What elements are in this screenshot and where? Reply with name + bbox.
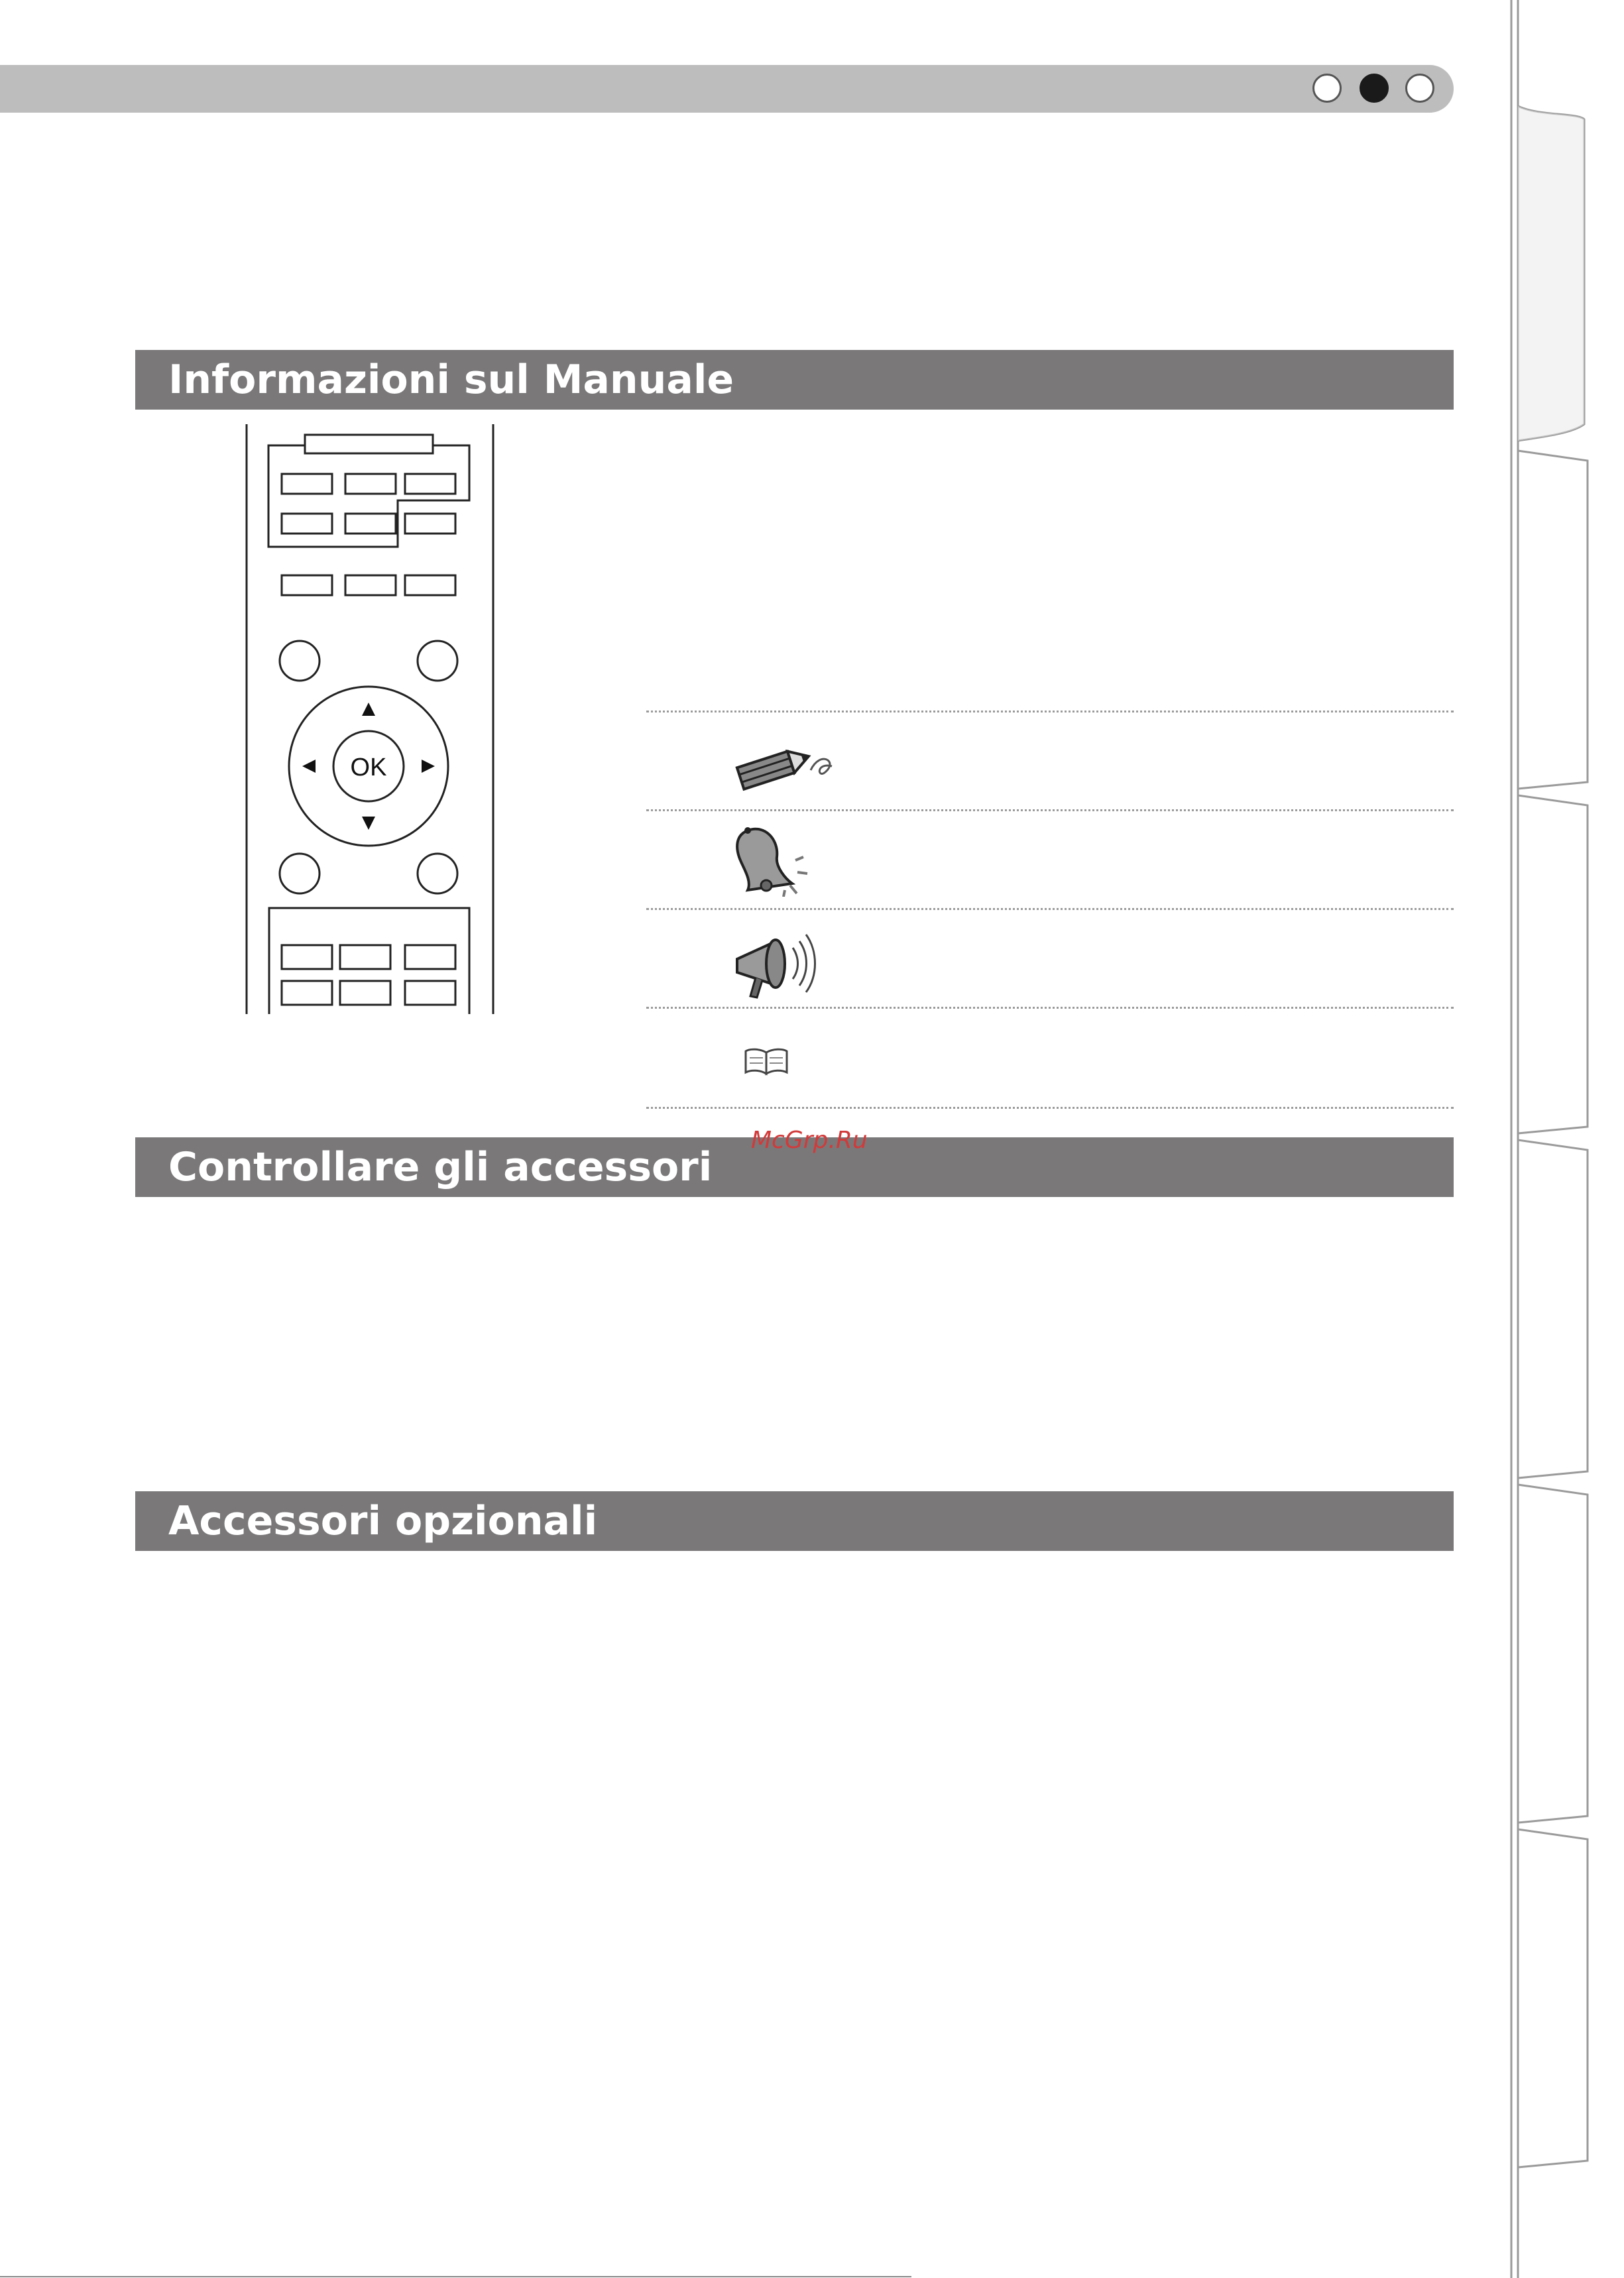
book-icon	[743, 1047, 789, 1076]
page-indicator-dot-1	[1312, 74, 1342, 103]
remote-top-button-group	[268, 445, 469, 547]
remote-button	[405, 981, 455, 1005]
remote-round-button	[418, 641, 457, 681]
legend-divider	[646, 1107, 1454, 1109]
remote-button	[405, 575, 455, 595]
chapter-tabs	[1498, 0, 1624, 2278]
down-arrow-icon	[362, 817, 375, 830]
remote-top-long-button	[305, 435, 433, 453]
legend-divider	[646, 1007, 1454, 1009]
bell-icon	[729, 821, 822, 897]
remote-round-button	[280, 854, 319, 893]
watermark: McGrp.Ru	[751, 1127, 868, 1154]
remote-button	[282, 474, 332, 494]
remote-button	[282, 514, 332, 534]
remote-button	[282, 981, 332, 1005]
remote-button	[340, 981, 390, 1005]
remote-control-illustration	[239, 424, 504, 1021]
remote-button	[282, 575, 332, 595]
header-bar	[0, 65, 1454, 113]
remote-bottom-button-group	[269, 908, 469, 1014]
remote-button	[345, 514, 396, 534]
left-arrow-icon	[302, 760, 316, 773]
ok-label: OK	[350, 754, 387, 781]
pencil-icon	[732, 742, 839, 795]
section-title-optional-accessories: Accessori opzionali	[135, 1491, 1454, 1551]
remote-button	[345, 474, 396, 494]
remote-round-button	[418, 854, 457, 893]
bottom-rule	[0, 2276, 911, 2277]
remote-button	[345, 575, 396, 595]
section-title-check-accessories: Controllare gli accessori	[135, 1137, 1454, 1197]
remote-button	[282, 945, 332, 969]
remote-button	[340, 945, 390, 969]
up-arrow-icon	[362, 703, 375, 716]
legend-divider	[646, 711, 1454, 712]
remote-round-button	[280, 641, 319, 681]
section-title-manual-info: Informazioni sul Manuale	[135, 350, 1454, 410]
megaphone-icon	[729, 925, 825, 1001]
page-indicator-dot-3	[1405, 74, 1434, 103]
page-indicator-dot-2-current	[1360, 74, 1389, 103]
legend-divider	[646, 908, 1454, 910]
remote-button	[405, 514, 455, 534]
legend-divider	[646, 809, 1454, 811]
remote-button	[405, 474, 455, 494]
right-arrow-icon	[422, 760, 435, 773]
remote-button	[405, 945, 455, 969]
